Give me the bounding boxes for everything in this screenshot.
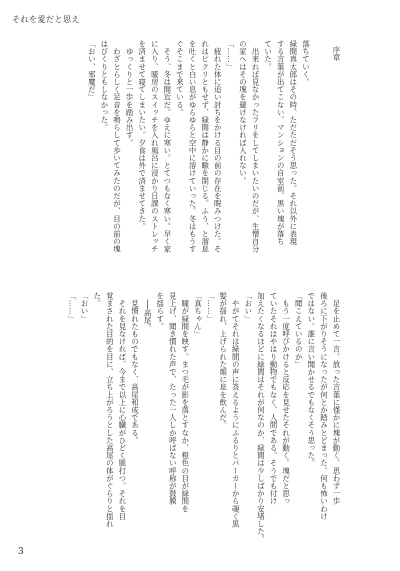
text-line: 「おい」 [80, 292, 90, 323]
text-line: 「聞こえているのか」 [294, 292, 304, 368]
text-line: ゆっくりと一歩を踏み出す。 [125, 40, 135, 147]
text-line: 覚まされた目的を目に、立ち上がろうとした高尾の体がぐらりと揺れ [105, 292, 115, 528]
text-line: 疲れた体に追い討ちをかける目の前の存在を睨みつけた。そ [213, 40, 223, 253]
text-line: 「……」 [225, 40, 235, 71]
text-line: 「……」 [206, 292, 216, 323]
chapter-title: 序章 [332, 46, 341, 62]
text-line: 「おい」 [243, 292, 253, 323]
page-number: 3 [18, 547, 24, 557]
text-line: 落ちていく。 [301, 40, 311, 86]
bottom-text-block [65, 292, 342, 543]
text-line: ていた。 [263, 40, 273, 71]
text-line: を揺らす。 [155, 292, 165, 330]
text-line: 緑間真太郎はその時、ただただそう思った。それ以外に表現 [288, 40, 298, 246]
text-line: 見上げ、聞き慣れた声で、たった一人しか呼ばない呼称が鼓膜 [168, 292, 178, 505]
text-line: 後ろに下がりそうになったが何とか踏みとどまった。何も怖いわけ [319, 292, 329, 520]
text-line: 「……」 [67, 292, 77, 323]
top-text-block [85, 40, 342, 270]
text-line: ていたそれはやはり動物でもなく、人間である。そうでも付け [269, 292, 279, 505]
text-line: 「おい、邪魔だ」 [87, 40, 97, 101]
text-line: 加えたくなるほどに緑間はそれが何なのか、緑間は少しばかり安堵した。 [256, 292, 266, 543]
text-line: わざとらしく足音を鳴らして歩いてみたのだが、目の前の塊 [112, 40, 122, 253]
text-line: に入り、暖房のスイッチを入れ風呂に浸かり日課のストレッチ [150, 40, 160, 253]
text-line: 瞳が緑間を映す。まつ毛が影を落とすなか、橙色の目が緑間を [180, 292, 190, 513]
text-line: やがてそれは緑間の声に答えるようにふるりとパーカーから覗く黒 [231, 292, 241, 528]
text-line: た。 [92, 292, 102, 308]
text-line: れはピクリともせず、緑間は静かに瞼を閉じる。ふう、と溜息 [200, 40, 210, 253]
text-line: を済ませて寝てしまいたい。夕食は外で済ませてきた。 [137, 40, 147, 230]
text-line: それを見なければ、今まで以上に心臓がひどく脈打つ。それを目 [117, 292, 127, 520]
text-line: する言葉が出てこない。マンションの自室前、黒い塊が落ち [276, 40, 286, 246]
text-line: はぴくりともしなかった。 [99, 40, 109, 132]
text-line: そう、冬は間近だ。ゆえに寒い。とてつもなく寒い。早く家 [162, 40, 172, 253]
text-line: 足を止めて一言。放った言葉に僅かに塊が動く。思わず一歩 [332, 292, 341, 505]
text-line: 「真ちゃん」 [193, 292, 203, 338]
text-line: ではない。誰に言い聞かせるでもなくそう思った。 [306, 292, 316, 467]
text-line: ぐそこまで来ている。 [175, 40, 185, 116]
text-line: 髪が揺れ、上げられた顔に息を飲んだ。 [218, 292, 228, 429]
text-line: ──高尾。 [143, 292, 153, 332]
text-line: を吐くと白い息がゆらゆらと空中に溶けていった。冬はもうす [188, 40, 198, 253]
text-line: もう一度呼びかけると反応を見せたそれが動く。塊だと思っ [281, 292, 291, 505]
text-line: の家へはその塊を避けなければ入れない。 [238, 40, 248, 185]
text-line: 出来れば見なかったフリをしてしまいたいのだが、生憎自分 [251, 40, 261, 253]
text-line: 見慣れたものでもなく、高尾和成である。 [130, 292, 140, 444]
running-header: それを愛だと思え [12, 15, 80, 24]
